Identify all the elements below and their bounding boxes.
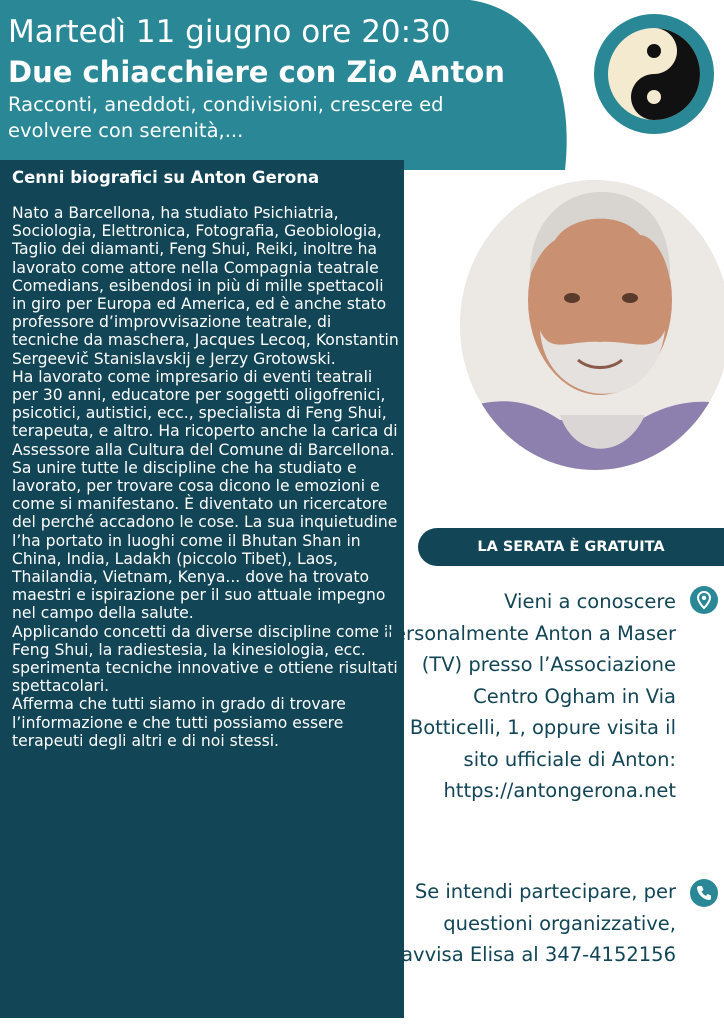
- visit-info-text: Vieni a conoscere personalmente Anton a Maser (TV) presso l’Associazione Centro Ogham in Via Botticelli, 1, oppure visita il sito ufficiale di Anton: https://antongerona.net: [381, 590, 676, 802]
- event-date: Martedì 11 giugno ore 20:30: [8, 14, 451, 50]
- portrait-illustration: [460, 180, 724, 470]
- bio-paragraph: Sa unire tutte le discipline che ha studiato e lavorato, per trovare cosa dicono le emozioni e come si manifestano. È diventato un ricercatore del perché accadono le cose. La sua inquietudine l’ha portato in luoghi come il Bhutan Shan in China, India, Ladakh (piccolo Tibet), Laos, Thailandia, Vietnam, Kenya... dove ha trovato maestri e ispirazione per il suo attuale impegno nel campo della salute.: [12, 458, 398, 623]
- biography-heading: Cenni biografici su Anton Gerona: [12, 168, 320, 187]
- bio-paragraph: Ha lavorato come impresario di eventi teatrali per 30 anni, educatore per soggetti oligofrenici, psicotici, autistici, ecc., specialista di Feng Shui, terapeuta, e altro. Ha ricoperto anche la carica di Assessore alla Cultura del Comune di Barcellona.: [12, 367, 398, 459]
- map-pin-icon: [690, 586, 718, 614]
- yin-yang-icon: [594, 14, 714, 134]
- biography-text: [12, 204, 402, 750]
- free-event-banner: LA SERATA È GRATUITA: [418, 528, 724, 566]
- bio-paragraph: Afferma che tutti siamo in grado di trovare l’informazione e che tutti possiamo essere terapeuti degli altri e di noi stessi.: [12, 695, 346, 750]
- bio-paragraph: Nato a Barcellona, ha studiato Psichiatria, Sociologia, Elettronica, Fotografia, Geobiologia, Taglio dei diamanti, Feng Shui, Reiki, inoltre ha lavorato come attore nella Compagnia teatrale Comedians, esibendosi in più di mille spettacoli in giro per Europa ed America, ed è anche stato professore d’improvvisazione teatrale, di tecniche da maschera, Jacques Lecoq, Konstantin Sergeevič Stanislavskij e Jerzy Grotowski.: [12, 204, 399, 368]
- event-subtitle: Racconti, aneddoti, condivisioni, crescere ed evolvere con serenità,...: [8, 93, 444, 142]
- biography-panel: [0, 160, 404, 1018]
- header: [8, 12, 528, 144]
- contact-info-text: Se intendi partecipare, per questioni organizzative, avvisa Elisa al 347-4152156: [401, 880, 676, 966]
- event-title: Due chiacchiere con Zio Anton: [8, 55, 505, 89]
- portrait-photo: [460, 180, 724, 470]
- phone-icon: [690, 879, 718, 907]
- bio-paragraph: Applicando concetti da diverse discipline come il Feng Shui, la radiestesia, la kinesiologia, ecc. sperimenta tecniche innovative e ottiene risultati spettacolari.: [12, 622, 398, 696]
